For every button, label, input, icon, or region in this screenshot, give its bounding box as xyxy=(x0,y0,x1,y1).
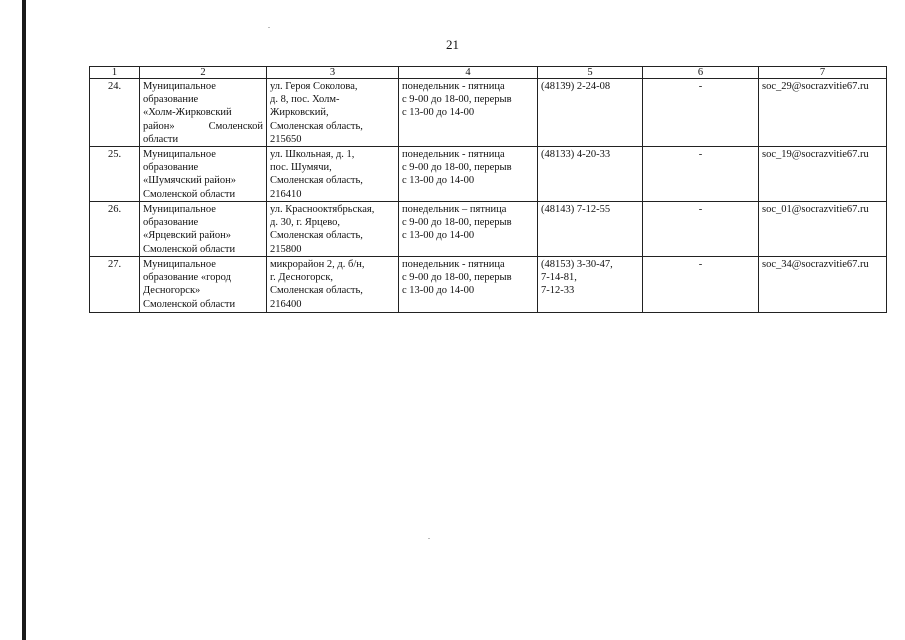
cell-line: Смоленской области xyxy=(143,243,236,255)
cell-line: 7-14-81, xyxy=(541,272,577,284)
cell-line: понедельник – пятница xyxy=(402,204,507,215)
fax-cell xyxy=(643,79,759,147)
cell-line: (48143) 7-12-55 xyxy=(541,204,611,215)
cell-line: понедельник - пятница xyxy=(402,259,505,270)
phone-cell xyxy=(538,202,643,257)
column-header: 5 xyxy=(538,67,643,79)
email-address[interactable]: soc_29@socrazvitie67.ru xyxy=(762,81,869,92)
cell-line: образование «город xyxy=(143,272,231,284)
cell-line: Жирковский, xyxy=(270,107,329,119)
cell-line: пос. Шумячи, xyxy=(270,162,332,174)
cell-line: образование xyxy=(143,94,199,106)
organization-cell xyxy=(140,147,267,202)
column-header: 1 xyxy=(90,67,140,79)
cell-line: ул. Героя Соколова, xyxy=(270,81,358,92)
cell-line: 216400 xyxy=(270,298,302,307)
fax-cell xyxy=(643,257,759,313)
cell-line: Муниципальное xyxy=(143,149,216,160)
fax-value: - xyxy=(698,204,703,215)
cell-line: д. 8, пос. Холм- xyxy=(270,94,340,106)
cell-line: с 13-00 до 14-00 xyxy=(402,230,475,242)
address-cell xyxy=(267,147,399,202)
table-header-row xyxy=(90,67,887,79)
cell-line: с 9-00 до 18-00, перерыв xyxy=(402,94,512,106)
cell-line: «Шумячский район» xyxy=(143,175,236,187)
schedule-cell xyxy=(399,79,538,147)
cell-line: образование xyxy=(143,162,199,174)
cell-line: Смоленская область, xyxy=(270,175,363,187)
email-address[interactable]: soc_34@socrazvitie67.ru xyxy=(762,259,869,270)
column-header: 2 xyxy=(140,67,267,79)
email-cell xyxy=(759,79,887,147)
cell-line: Муниципальное xyxy=(143,81,216,92)
fax-value: - xyxy=(698,81,703,92)
table-row xyxy=(90,79,887,147)
fax-cell xyxy=(643,202,759,257)
cell-line: Смоленская область, xyxy=(270,285,363,297)
cell-line: 7-12-33 xyxy=(541,285,575,297)
schedule-cell xyxy=(399,202,538,257)
column-header: 6 xyxy=(643,67,759,79)
row-number-cell xyxy=(90,257,140,313)
email-cell xyxy=(759,257,887,313)
organization-cell xyxy=(140,257,267,313)
organization-cell xyxy=(140,202,267,257)
cell-line: Смоленской области xyxy=(143,298,236,310)
phone-cell xyxy=(538,79,643,147)
cell-line: «Ярцевский район» xyxy=(143,230,231,242)
cell-line: ул. Школьная, д. 1, xyxy=(270,149,355,160)
phone-cell xyxy=(538,147,643,202)
email-address[interactable]: soc_01@socrazvitie67.ru xyxy=(762,204,869,215)
cell-line: 215650 xyxy=(270,133,302,142)
phone-cell xyxy=(538,257,643,313)
email-cell xyxy=(759,202,887,257)
page-number: 21 xyxy=(446,37,459,52)
cell-line: понедельник - пятница xyxy=(402,149,505,160)
cell-line: д. 30, г. Ярцево, xyxy=(270,217,341,229)
address-cell xyxy=(267,79,399,147)
cell-line: (48133) 4-20-33 xyxy=(541,149,611,160)
cell-line: Муниципальное xyxy=(143,259,216,270)
cell-line: с 13-00 до 14-00 xyxy=(402,285,475,297)
cell-line: с 9-00 до 18-00, перерыв xyxy=(402,162,512,174)
cell-line: с 13-00 до 14-00 xyxy=(402,175,475,187)
cell-line: образование xyxy=(143,217,199,229)
row-number: 24. xyxy=(107,81,122,92)
column-header: 4 xyxy=(399,67,538,79)
cell-line: микрорайон 2, д. б/н, xyxy=(270,259,365,270)
email-cell xyxy=(759,147,887,202)
cell-line: ул. Краснооктябрьская, xyxy=(270,204,375,215)
cell-line: 216410 xyxy=(270,188,302,200)
address-cell xyxy=(267,202,399,257)
fax-cell xyxy=(643,147,759,202)
cell-line: Смоленской области xyxy=(143,188,236,200)
scan-speck xyxy=(428,538,430,539)
table-row xyxy=(90,147,887,202)
cell-line: Десногорск» xyxy=(143,285,201,297)
cell-line: Смоленская область, xyxy=(270,230,363,242)
cell-line: г. Десногорск, xyxy=(270,272,334,284)
cell-line: (48139) 2-24-08 xyxy=(541,81,611,92)
table-row xyxy=(90,202,887,257)
table-row xyxy=(90,257,887,313)
email-address[interactable]: soc_19@socrazvitie67.ru xyxy=(762,149,869,160)
cell-line: с 9-00 до 18-00, перерыв xyxy=(402,217,512,229)
row-number: 27. xyxy=(107,259,122,270)
cell-line: «Холм-Жирковский xyxy=(143,107,232,119)
row-number-cell xyxy=(90,79,140,147)
scan-speck xyxy=(268,27,270,28)
fax-value: - xyxy=(698,149,703,160)
contacts-table xyxy=(89,66,887,313)
fax-value: - xyxy=(698,259,703,270)
cell-line: Муниципальное xyxy=(143,204,216,215)
cell-line: с 9-00 до 18-00, перерыв xyxy=(402,272,512,284)
cell-word: Смоленской xyxy=(208,120,263,132)
row-number-cell xyxy=(90,147,140,202)
column-header: 3 xyxy=(267,67,399,79)
row-number-cell xyxy=(90,202,140,257)
cell-line: области xyxy=(143,133,179,142)
cell-line: понедельник - пятница xyxy=(402,81,505,92)
cell-line xyxy=(143,120,263,133)
cell-word: район» xyxy=(143,120,175,132)
schedule-cell xyxy=(399,147,538,202)
column-header: 7 xyxy=(759,67,887,79)
address-cell xyxy=(267,257,399,313)
cell-line: с 13-00 до 14-00 xyxy=(402,107,475,119)
schedule-cell xyxy=(399,257,538,313)
row-number: 25. xyxy=(107,149,122,160)
left-margin-bar xyxy=(22,0,26,640)
cell-line: (48153) 3-30-47, xyxy=(541,259,613,270)
cell-line: Смоленская область, xyxy=(270,120,363,132)
cell-line: 215800 xyxy=(270,243,302,255)
row-number: 26. xyxy=(107,204,122,215)
organization-cell xyxy=(140,79,267,147)
